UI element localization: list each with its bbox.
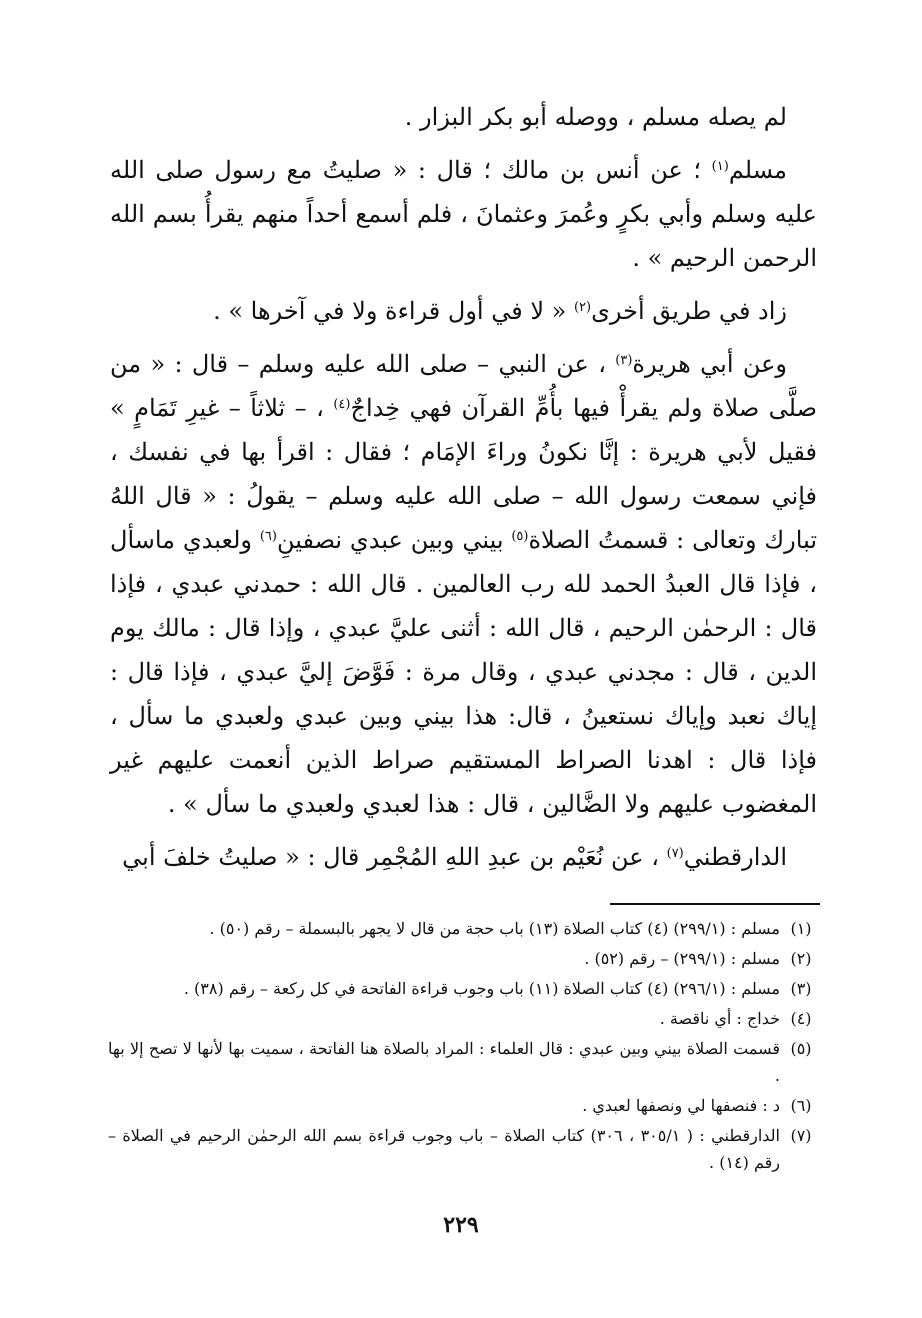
footnote-ref: (١) bbox=[711, 159, 729, 174]
paragraph-p3 bbox=[110, 289, 817, 333]
footnote-text: خداج : أي ناقصة . bbox=[659, 1009, 780, 1028]
paragraph-p5 bbox=[110, 835, 817, 879]
text-segment: زاد في طريق أخرى bbox=[591, 297, 787, 325]
text-segment: الدارقطني bbox=[683, 843, 787, 871]
footnote-item bbox=[108, 975, 822, 1002]
text-segment: وعن أبي هريرة bbox=[632, 350, 787, 378]
footnote-text: مسلم : (٢٩٩/١) – رقم (٥٢) . bbox=[584, 949, 780, 968]
text-segment: ولعبدي ماسأل ، فإذا قال العبدُ الحمد لله رب العالمين . قال الله : حمدني عبدي ، فإذا قال : الرحمٰن الرحيم ، قال الله : أثنى عليَّ عبدي ، وإذا قال : مالك يوم الدين ، قال : مجدني عبدي ، وقال مرة : فَوَّضَ إليَّ عبدي ، فإذا قال : إياك نعبد وإياك نستعينُ ، قال: هذا بيني وبين عبدي ولعبدي ما سأل ، فإذا قال : اهدنا الصراط المستقيم صراط الذين أنعمت عليهم غير المغضوب عليهم ولا الضَّالين ، قال : هذا لعبدي ولعبدي ما سأل » . bbox=[110, 526, 817, 818]
footnote-number: (٧) bbox=[790, 1126, 812, 1145]
footnote-item bbox=[108, 1122, 822, 1176]
paragraph-p4 bbox=[110, 342, 817, 826]
footnote-text: د : فنصفها لي ونصفها لعبدي . bbox=[582, 1096, 780, 1115]
text-segment: « لا في أول قراءة ولا في آخرها » . bbox=[213, 297, 574, 325]
footnote-item bbox=[108, 1035, 822, 1089]
footnote-number: (٤) bbox=[790, 1009, 812, 1028]
footnotes bbox=[108, 915, 822, 1179]
footnote-divider bbox=[610, 903, 820, 905]
footnote-number: (٢) bbox=[790, 949, 812, 968]
footnote-item bbox=[108, 945, 822, 972]
text-segment: ، – ثلاثاً – غيرِ تَمَامٍ » فقيل لأبي هريرة : إنَّا نكونُ وراءَ الإمَام ؛ فقال : اقرأ بها في نفسك ، فإني سمعت رسول الله – صلى الله عليه وسلم – يقولُ : « قال اللهُ تبارك وتعالى : قسمتُ الصلاة bbox=[110, 394, 818, 554]
footnote-item bbox=[108, 915, 822, 942]
footnote-ref: (٧) bbox=[666, 846, 684, 861]
footnote-text: الدارقطني : ( ٣٠٥/١ ، ٣٠٦) كتاب الصلاة – باب وجوب قراءة بسم الله الرحمٰن الرحيم في الصلاة – رقم (١٤) . bbox=[108, 1126, 780, 1172]
footnote-item bbox=[108, 1005, 822, 1032]
text-segment: ، عن نُعَيْم بن عبدِ اللهِ المُجْمِر قال : « صليتُ خلفَ أبي bbox=[122, 843, 667, 871]
text-segment: بيني وبين عبدي نصفينِ bbox=[276, 526, 512, 554]
footnote-ref: (٦) bbox=[259, 529, 277, 544]
footnote-number: (١) bbox=[790, 919, 812, 938]
text-segment: لم يصله مسلم ، ووصله أبو بكر البزار . bbox=[404, 103, 787, 131]
footnote-ref: (٤) bbox=[333, 397, 351, 412]
footnote-ref: (٢) bbox=[573, 300, 592, 315]
footnote-ref: (٥) bbox=[511, 529, 529, 544]
text-segment: ؛ عن أنس بن مالك ؛ قال : « صليتُ مع رسول صلى الله عليه وسلم وأبي بكرٍ وعُمرَ وعثمانَ ، فلم أسمع أحداً منهم يقرأُ بسم الله الرحمن الرحيم » . bbox=[110, 156, 817, 272]
paragraph-p1 bbox=[110, 95, 817, 139]
footnote-number: (٦) bbox=[790, 1096, 812, 1115]
paragraph-p2 bbox=[110, 148, 817, 280]
footnote-number: (٣) bbox=[790, 979, 812, 998]
footnote-text: مسلم : (٢٩٦/١) (٤) كتاب الصلاة (١١) باب وجوب قراءة الفاتحة في كل ركعة – رقم (٣٨) . bbox=[183, 979, 780, 998]
footnote-text: قسمت الصلاة بيني وبين عبدي : قال العلماء : المراد بالصلاة هنا الفاتحة ، سميت بها لأنها لا تصح إلا بها . bbox=[108, 1039, 780, 1085]
text-segment: ، عن النبي – صلى الله عليه وسلم – قال : « من صلَّى صلاة ولم يقرأْ فيها بأُمِّ القرآن فهي خِداجٌ bbox=[110, 350, 817, 422]
footnote-item bbox=[108, 1092, 822, 1119]
footnote-number: (٥) bbox=[790, 1039, 812, 1058]
text-segment: مسلم bbox=[728, 156, 787, 184]
main-text bbox=[110, 95, 817, 888]
footnote-text: مسلم : (٢٩٩/١) (٤) كتاب الصلاة (١٣) باب حجة من قال لا يجهر بالبسملة – رقم (٥٠) . bbox=[209, 919, 780, 938]
page-number: ٢٢٩ bbox=[443, 1212, 479, 1238]
footnote-ref: (٣) bbox=[615, 353, 633, 368]
